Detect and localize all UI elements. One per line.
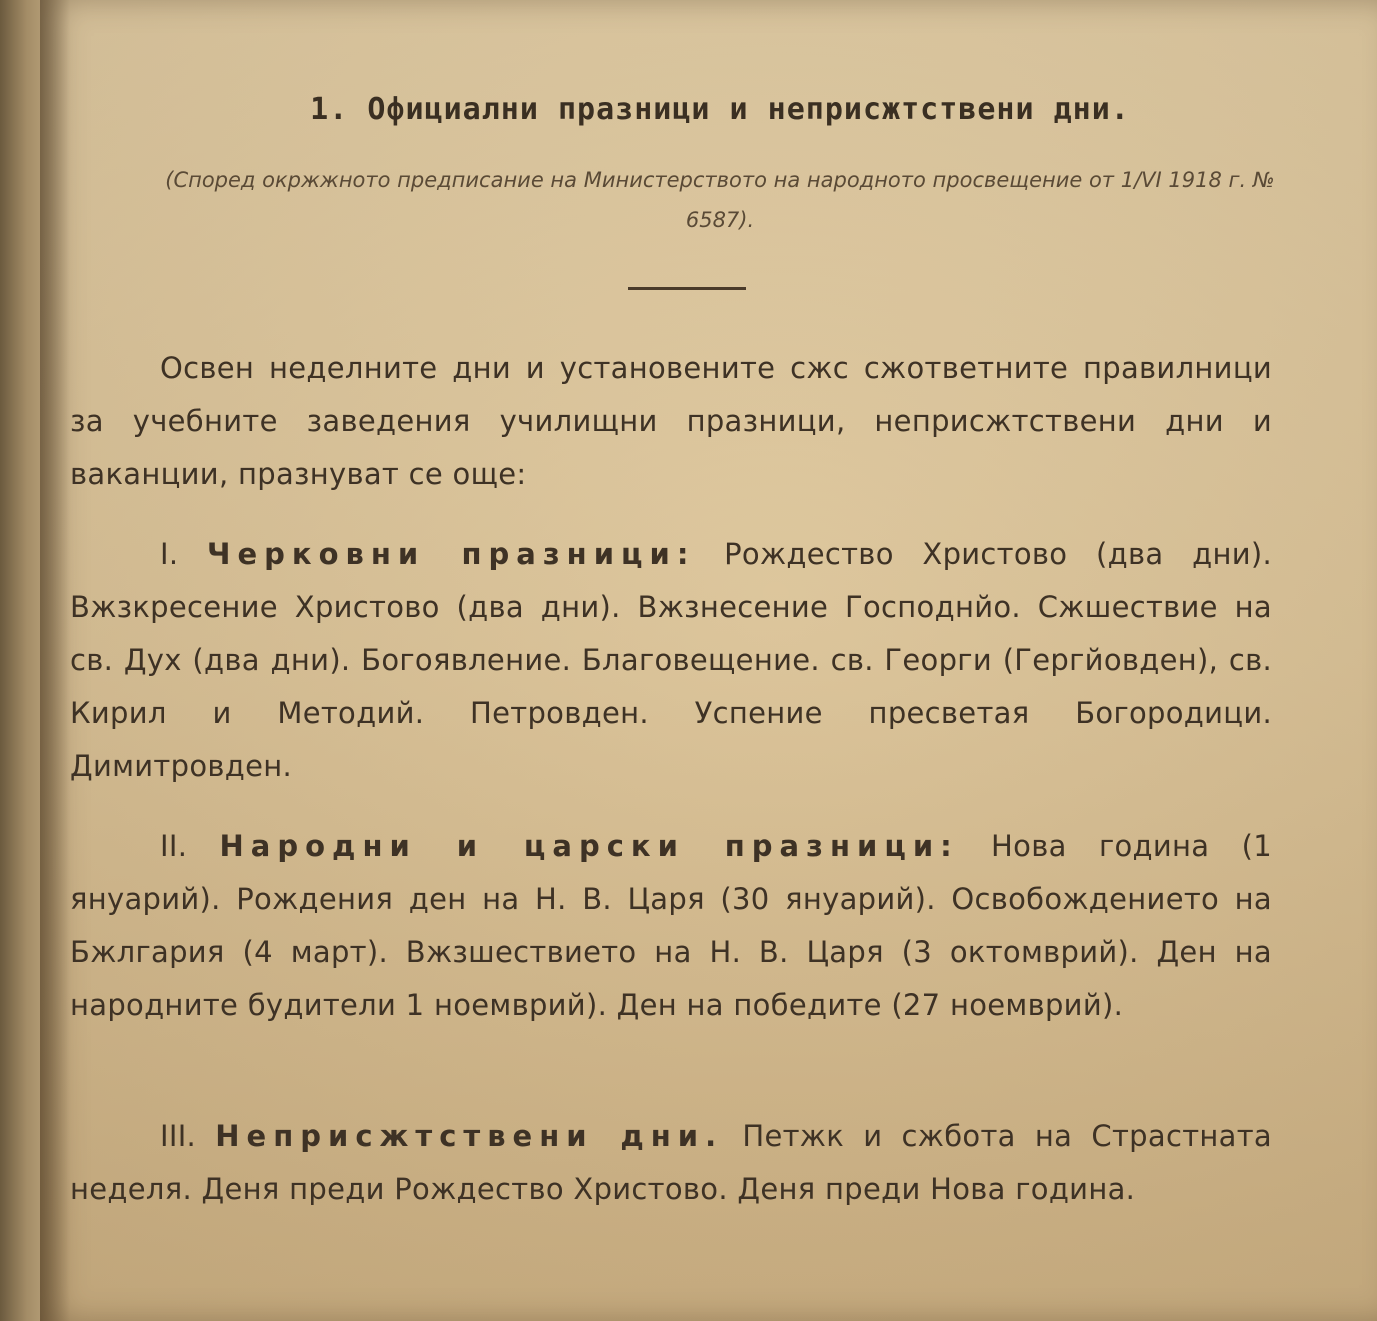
national-holidays-paragraph — [70, 820, 1272, 1032]
book-page — [40, 0, 1377, 1321]
national-holidays-number: II. — [160, 829, 188, 863]
divider-rule — [628, 287, 746, 290]
national-holidays-title: Народни и царски празници: — [219, 829, 959, 863]
non-attendance-text: Петжк и сжбота на Страстната неделя. Деня преди Рождество Христово. Деня преди Нова година. — [70, 1119, 1272, 1206]
non-attendance-title: Неприсжтствени дни. — [215, 1119, 724, 1153]
section-heading: 1. Официални празници и неприсжтствени дни. — [310, 92, 1130, 127]
church-holidays-title: Черковни празници: — [207, 537, 696, 571]
non-attendance-number: III. — [160, 1119, 197, 1153]
church-holidays-number: I. — [160, 537, 179, 571]
intro-text: Освен неделните дни и установените сжс сжответните правилници за учебните заведения училищни празници, неприсжтствени дни и ваканции, празнуват се още: — [70, 351, 1272, 491]
non-attendance-days-paragraph — [70, 1110, 1272, 1216]
church-holidays-paragraph — [70, 528, 1272, 793]
page-gutter-shadow — [40, 0, 70, 1321]
section-subheading: (Според окржжното предписание на Министерството на народното просвещение от 1/VI 1918 г. № 6587). — [165, 168, 1275, 232]
church-holidays-text: Рождество Христово (два дни). Вжзкресение Христово (два дни). Вжзнесение Господнйо. Сжшествие на св. Дух (два дни). Богоявление. Благовещение. св. Георги (Гергйовден), св. Кирил и Методий. Петровден. Успение пресветая Богородици. Димитровден. — [70, 537, 1272, 783]
national-holidays-text: Нова година (1 януарий). Рождения ден на Н. В. Царя (30 януарий). Освобождението на Бжлгария (4 март). Вжзшествието на Н. В. Царя (3 октомврий). Ден на народните будители 1 ноемврий). Ден на победите (27 ноемврий). — [70, 829, 1272, 1022]
intro-paragraph — [70, 342, 1272, 501]
